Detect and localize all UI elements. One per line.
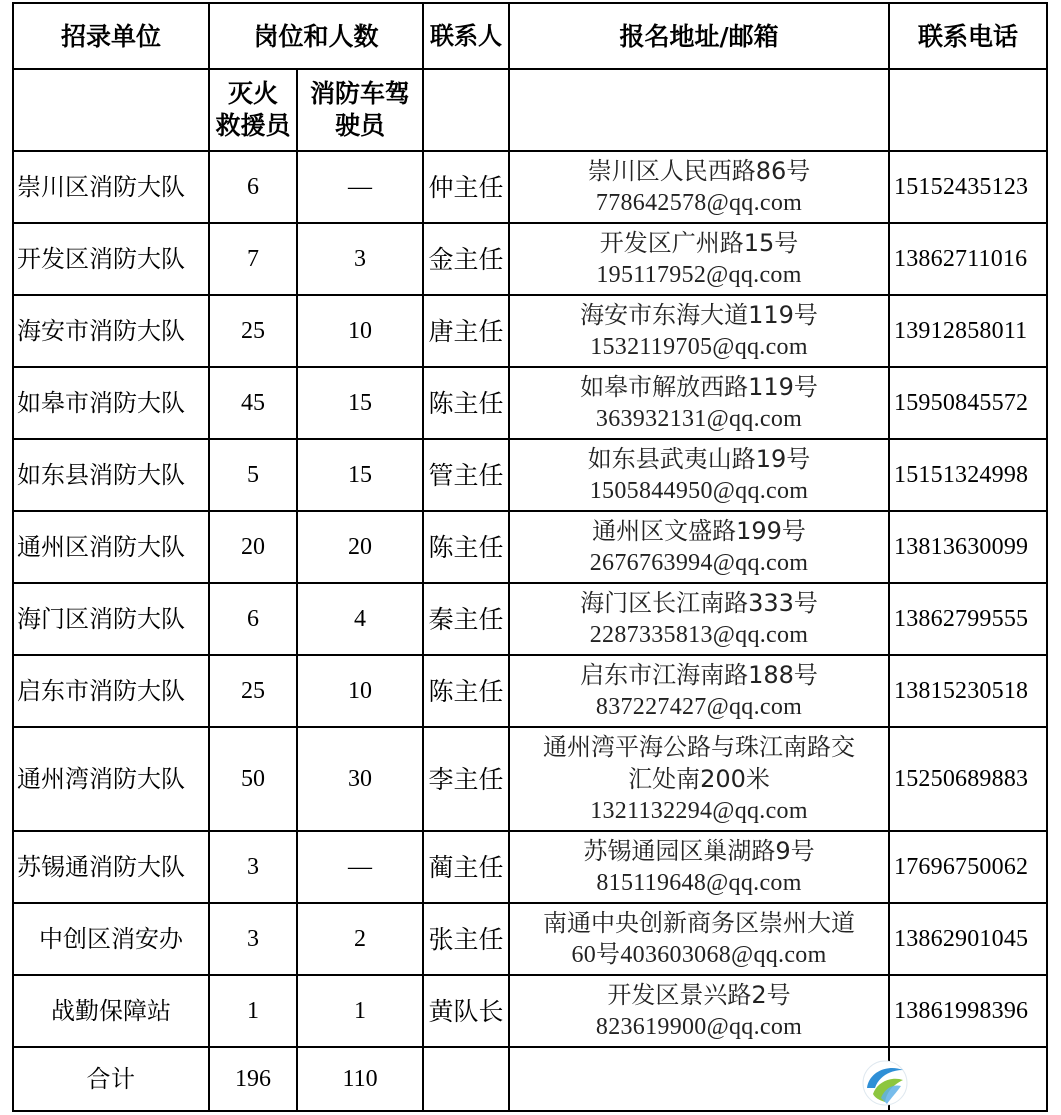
address-cell	[509, 367, 889, 439]
contact-cell: 黄队长	[423, 975, 509, 1047]
driver-count: 2	[297, 903, 423, 975]
address-cell	[509, 439, 889, 511]
table-row	[13, 367, 1047, 439]
driver-count: 10	[297, 295, 423, 367]
driver-count: 3	[297, 223, 423, 295]
address-line: 通州区文盛路199号	[592, 517, 806, 545]
rescuer-count: 5	[209, 439, 297, 511]
unit-cell: 如东县消防大队	[13, 439, 209, 511]
subheader-address-empty	[509, 69, 889, 151]
contact-cell: 张主任	[423, 903, 509, 975]
address-line: 通州湾平海公路与珠江南路交	[543, 733, 856, 761]
address-cell	[509, 223, 889, 295]
rescuer-count: 20	[209, 511, 297, 583]
header-address: 报名地址/邮箱	[509, 3, 889, 69]
recruitment-table	[12, 2, 1048, 1112]
rescuer-count: 7	[209, 223, 297, 295]
email-line: 1321132294@qq.com	[590, 798, 808, 824]
address-line: 崇川区人民西路86号	[587, 157, 811, 185]
address-cell	[509, 903, 889, 975]
table-row	[13, 727, 1047, 831]
table-row	[13, 583, 1047, 655]
contact-cell: 仲主任	[423, 151, 509, 223]
rescuer-count: 3	[209, 831, 297, 903]
total-label: 合计	[13, 1047, 209, 1111]
contact-cell: 蔺主任	[423, 831, 509, 903]
email-line: 60号403603068@qq.com	[571, 942, 827, 968]
driver-count: —	[297, 151, 423, 223]
phone-cell: 13862711016	[889, 223, 1047, 295]
subheader-row	[13, 69, 1047, 151]
subheader-phone-empty	[889, 69, 1047, 151]
logo-icon	[857, 1058, 913, 1108]
contact-cell: 唐主任	[423, 295, 509, 367]
address-line: 南通中央创新商务区崇州大道	[543, 909, 856, 937]
driver-count: 15	[297, 439, 423, 511]
header-row	[13, 3, 1047, 69]
total-rescuers: 196	[209, 1047, 297, 1111]
table-row	[13, 511, 1047, 583]
total-address-empty	[509, 1047, 889, 1111]
contact-cell: 陈主任	[423, 367, 509, 439]
address-cell	[509, 583, 889, 655]
subheader-driver-line1: 消防车驾	[310, 79, 411, 108]
contact-cell: 陈主任	[423, 655, 509, 727]
address-line: 苏锡通园区巢湖路9号	[583, 837, 815, 865]
table-row	[13, 223, 1047, 295]
address-cell	[509, 655, 889, 727]
address-line: 海门区长江南路333号	[580, 589, 818, 617]
unit-cell: 崇川区消防大队	[13, 151, 209, 223]
phone-cell: 13912858011	[889, 295, 1047, 367]
rescuer-count: 1	[209, 975, 297, 1047]
address-cell	[509, 975, 889, 1047]
phone-cell: 15950845572	[889, 367, 1047, 439]
address-line: 启东市江海南路188号	[580, 661, 818, 689]
subheader-contact-empty	[423, 69, 509, 151]
address-line: 如皋市解放西路119号	[580, 373, 818, 401]
contact-cell: 陈主任	[423, 511, 509, 583]
header-contact: 联系人	[423, 3, 509, 69]
address-line: 开发区景兴路2号	[607, 981, 791, 1009]
email-line: 778642578@qq.com	[595, 190, 803, 216]
unit-cell: 苏锡通消防大队	[13, 831, 209, 903]
contact-cell: 管主任	[423, 439, 509, 511]
address-cell	[509, 295, 889, 367]
address-line: 开发区广州路15号	[599, 229, 799, 257]
email-line: 1532119705@qq.com	[590, 334, 808, 360]
unit-cell: 开发区消防大队	[13, 223, 209, 295]
driver-count: 30	[297, 727, 423, 831]
email-line: 837227427@qq.com	[595, 694, 803, 720]
driver-count: 1	[297, 975, 423, 1047]
address-line: 如东县武夷山路19号	[587, 445, 811, 473]
rescuer-count: 6	[209, 583, 297, 655]
rescuer-count: 50	[209, 727, 297, 831]
email-line: 815119648@qq.com	[596, 870, 802, 896]
total-contact-empty	[423, 1047, 509, 1111]
address-cell	[509, 727, 889, 831]
contact-cell: 金主任	[423, 223, 509, 295]
address-line: 海安市东海大道119号	[580, 301, 818, 329]
contact-cell: 李主任	[423, 727, 509, 831]
unit-cell: 海门区消防大队	[13, 583, 209, 655]
phone-cell: 13815230518	[889, 655, 1047, 727]
rescuer-count: 6	[209, 151, 297, 223]
rescuer-count: 25	[209, 295, 297, 367]
subheader-driver	[297, 69, 423, 151]
subheader-rescuer-line1: 灭火	[227, 79, 278, 108]
phone-cell: 13862799555	[889, 583, 1047, 655]
driver-count: —	[297, 831, 423, 903]
table-row	[13, 831, 1047, 903]
table-row	[13, 151, 1047, 223]
driver-count: 10	[297, 655, 423, 727]
unit-cell: 海安市消防大队	[13, 295, 209, 367]
address-cell	[509, 151, 889, 223]
email-line: 2676763994@qq.com	[589, 550, 809, 576]
unit-cell: 启东市消防大队	[13, 655, 209, 727]
email-line: 363932131@qq.com	[595, 406, 803, 432]
unit-cell: 中创区消安办	[13, 903, 209, 975]
driver-count: 20	[297, 511, 423, 583]
table-row	[13, 439, 1047, 511]
header-unit: 招录单位	[13, 3, 209, 69]
driver-count: 15	[297, 367, 423, 439]
subheader-rescuer-line2: 救援员	[215, 111, 291, 140]
table-row	[13, 655, 1047, 727]
subheader-rescuer	[209, 69, 297, 151]
rescuer-count: 45	[209, 367, 297, 439]
unit-cell: 通州区消防大队	[13, 511, 209, 583]
header-phone: 联系电话	[889, 3, 1047, 69]
rescuer-count: 3	[209, 903, 297, 975]
contact-cell: 秦主任	[423, 583, 509, 655]
phone-cell: 15250689883	[889, 727, 1047, 831]
subheader-driver-line2: 驶员	[335, 111, 386, 140]
email-line: 2287335813@qq.com	[589, 622, 809, 648]
table-row	[13, 903, 1047, 975]
email-line: 195117952@qq.com	[596, 262, 802, 288]
address-cell	[509, 511, 889, 583]
phone-cell: 13861998396	[889, 975, 1047, 1047]
rescuer-count: 25	[209, 655, 297, 727]
unit-cell: 通州湾消防大队	[13, 727, 209, 831]
phone-cell: 13862901045	[889, 903, 1047, 975]
phone-cell: 13813630099	[889, 511, 1047, 583]
email-line: 1505844950@qq.com	[589, 478, 809, 504]
unit-cell: 如皋市消防大队	[13, 367, 209, 439]
phone-cell: 15151324998	[889, 439, 1047, 511]
unit-cell: 战勤保障站	[13, 975, 209, 1047]
driver-count: 4	[297, 583, 423, 655]
header-positions: 岗位和人数	[209, 3, 423, 69]
total-drivers: 110	[297, 1047, 423, 1111]
address-line: 汇处南200米	[628, 765, 770, 793]
phone-cell: 15152435123	[889, 151, 1047, 223]
table-row	[13, 295, 1047, 367]
address-cell	[509, 831, 889, 903]
table-row	[13, 975, 1047, 1047]
subheader-unit-empty	[13, 69, 209, 151]
phone-cell: 17696750062	[889, 831, 1047, 903]
email-line: 823619900@qq.com	[595, 1014, 803, 1040]
logo-icon-graphic	[857, 1058, 913, 1108]
